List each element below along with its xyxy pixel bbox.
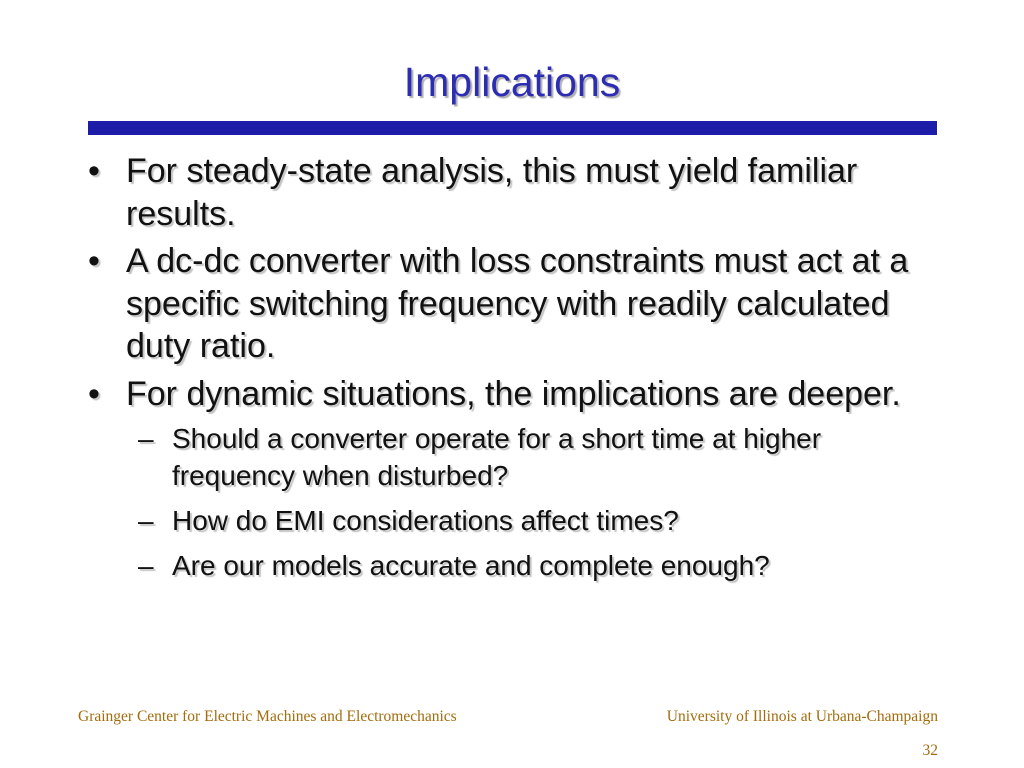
bullet-list <box>88 150 928 592</box>
bullet-marker: • <box>88 152 100 190</box>
sub-bullet-item <box>88 420 928 494</box>
sub-bullet-text: Are our models accurate and complete enough? <box>172 550 770 581</box>
slide-title: Implications <box>403 59 621 105</box>
sub-bullet-marker: – <box>138 505 154 536</box>
bullet-text: A dc-dc converter with loss constraints must act at a specific switching frequency with readily calculated duty ratio. <box>126 242 909 365</box>
bullet-item <box>88 150 928 235</box>
sub-bullet-text: Should a converter operate for a short time at higher frequency when disturbed? <box>172 423 822 491</box>
sub-bullet-item <box>88 547 928 584</box>
footer-organization: Grainger Center for Electric Machines and Electromechanics <box>78 708 457 725</box>
bullet-text: For dynamic situations, the implications are deeper. <box>126 374 901 413</box>
page-number: 32 <box>922 742 938 759</box>
bullet-text: For steady-state analysis, this must yield familiar results. <box>126 152 858 233</box>
bullet-item <box>88 240 928 368</box>
bullet-marker: • <box>88 242 100 280</box>
sub-bullet-marker: – <box>138 423 154 454</box>
bullet-item <box>88 373 928 416</box>
sub-bullet-item <box>88 502 928 539</box>
sub-bullet-marker: – <box>138 550 154 581</box>
footer-university: University of Illinois at Urbana-Champaign <box>666 708 938 725</box>
title-underline-bar <box>88 121 937 135</box>
bullet-marker: • <box>88 374 100 413</box>
sub-bullet-text: How do EMI considerations affect times? <box>172 505 679 536</box>
